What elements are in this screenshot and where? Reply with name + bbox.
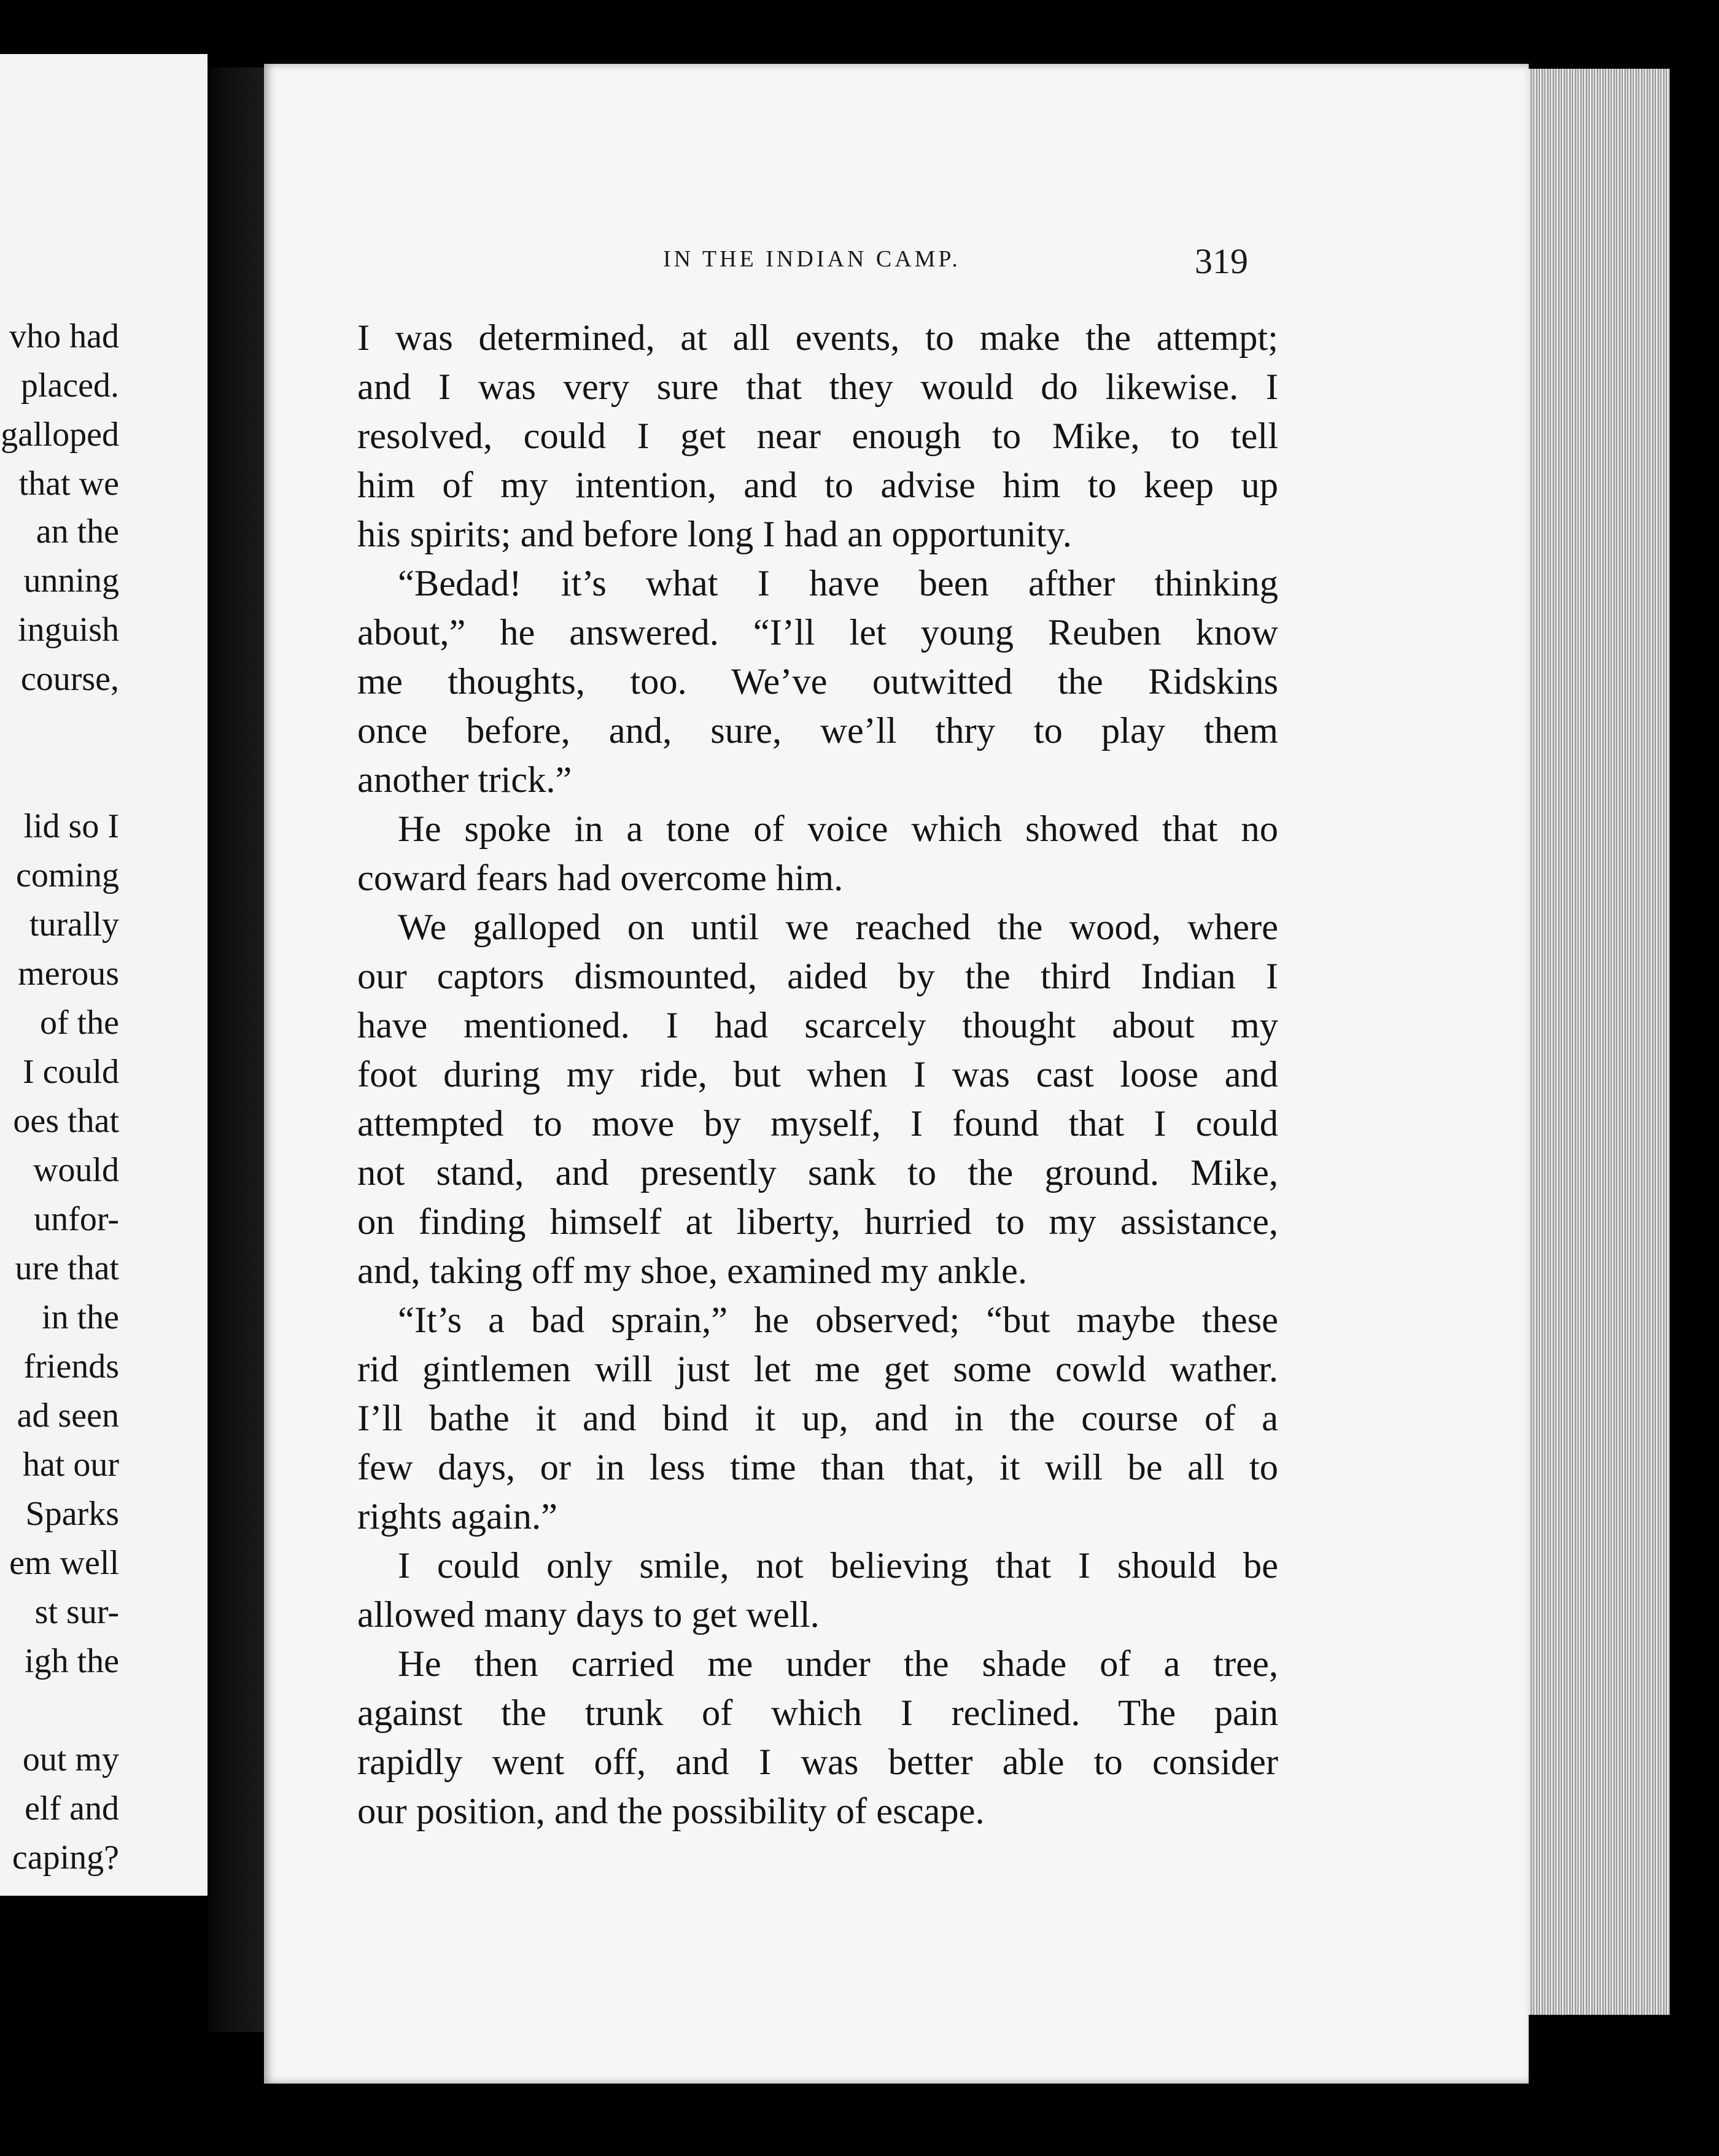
left-page-line: an the: [36, 513, 119, 551]
body-text-line: rapidly went off, and I was better able to consider: [357, 1742, 1278, 1783]
book-gutter: [208, 68, 264, 2032]
left-page-line: unning: [23, 562, 119, 600]
running-head: IN THE INDIAN CAMP.: [663, 246, 961, 272]
left-page-line: galloped: [1, 416, 119, 454]
body-text-line: against the trunk of which I reclined. The pain: [357, 1693, 1278, 1734]
left-page-line: coming: [16, 856, 119, 894]
left-page-line: I could: [22, 1053, 119, 1091]
left-page-line: would: [33, 1151, 119, 1189]
body-text-line: another trick.”: [357, 759, 572, 801]
left-page-line: ad seen: [17, 1397, 119, 1435]
body-text-line: allowed many days to get well.: [357, 1594, 820, 1635]
body-text-line: our position, and the possibility of escape.: [357, 1791, 985, 1832]
body-text-line: and I was very sure that they would do likewise. I: [357, 366, 1278, 408]
left-page-line: Sparks: [25, 1495, 119, 1533]
left-page-line: vho had: [9, 317, 119, 355]
body-text-line: I’ll bathe it and bind it up, and in the course of a: [357, 1398, 1278, 1439]
body-text-line: me thoughts, too. We’ve outwitted the Ridskins: [357, 661, 1278, 702]
body-text-line: We galloped on until we reached the wood, where: [398, 907, 1278, 948]
page-edges: [1529, 69, 1670, 2015]
body-text-line: him of my intention, and to advise him to keep up: [357, 465, 1278, 506]
left-page-line: that we: [18, 465, 119, 503]
left-page-line: friends: [23, 1348, 119, 1386]
body-text-line: and, taking off my shoe, examined my ankle.: [357, 1251, 1027, 1292]
page-number: 319: [1195, 241, 1248, 281]
body-text-line: I could only smile, not believing that I should be: [398, 1545, 1278, 1586]
left-page-line: lid so I: [23, 807, 119, 845]
left-page-line: inguish: [18, 611, 119, 649]
body-text-line: “It’s a bad sprain,” he observed; “but maybe these: [398, 1300, 1278, 1341]
left-page-line: in the: [42, 1298, 119, 1336]
left-page-line: ure that: [15, 1249, 119, 1287]
left-page-line: st sur-: [34, 1593, 119, 1631]
left-page-line: course,: [20, 660, 119, 698]
left-page-line: placed.: [20, 366, 119, 405]
left-page-line: igh the: [25, 1642, 119, 1680]
left-page: [0, 54, 208, 1896]
body-text-line: He spoke in a tone of voice which showed that no: [398, 808, 1278, 850]
left-page-line: unfor-: [34, 1200, 119, 1238]
left-page-line: elf and: [25, 1790, 119, 1828]
body-text-line: once before, and, sure, we’ll thry to play them: [357, 710, 1278, 751]
left-page-line: turally: [29, 905, 119, 944]
body-text-line: rid gintlemen will just let me get some cowld wather.: [357, 1349, 1278, 1390]
body-text-line: few days, or in less time than that, it will be all to: [357, 1447, 1278, 1488]
body-text-line: foot during my ride, but when I was cast loose and: [357, 1054, 1278, 1095]
left-page-line: caping?: [12, 1839, 119, 1877]
body-text-line: “Bedad! it’s what I have been afther thinking: [398, 563, 1278, 604]
left-page-line: em well: [9, 1544, 119, 1582]
left-page-line: hat our: [22, 1446, 119, 1484]
body-text-line: I was determined, at all events, to make the attempt;: [357, 317, 1278, 359]
left-page-line: merous: [18, 955, 119, 993]
body-text-line: rights again.”: [357, 1496, 557, 1537]
body-text-line: not stand, and presently sank to the ground. Mike,: [357, 1152, 1278, 1193]
body-text-line: coward fears had overcome him.: [357, 858, 844, 899]
body-text-line: have mentioned. I had scarcely thought about my: [357, 1005, 1278, 1046]
body-text-line: his spirits; and before long I had an opportunity.: [357, 514, 1072, 555]
left-page-line: out my: [22, 1740, 119, 1778]
body-text-line: He then carried me under the shade of a tree,: [398, 1643, 1278, 1685]
body-text-line: our captors dismounted, aided by the third Indian I: [357, 956, 1278, 997]
body-text-line: on finding himself at liberty, hurried to my assistance,: [357, 1201, 1278, 1243]
body-text-line: about,” he answered. “I’ll let young Reuben know: [357, 612, 1278, 653]
body-text-line: resolved, could I get near enough to Mike, to tell: [357, 416, 1278, 457]
left-page-line: oes that: [13, 1102, 119, 1140]
left-page-line: of the: [39, 1004, 119, 1042]
body-text-line: attempted to move by myself, I found that I could: [357, 1103, 1278, 1144]
